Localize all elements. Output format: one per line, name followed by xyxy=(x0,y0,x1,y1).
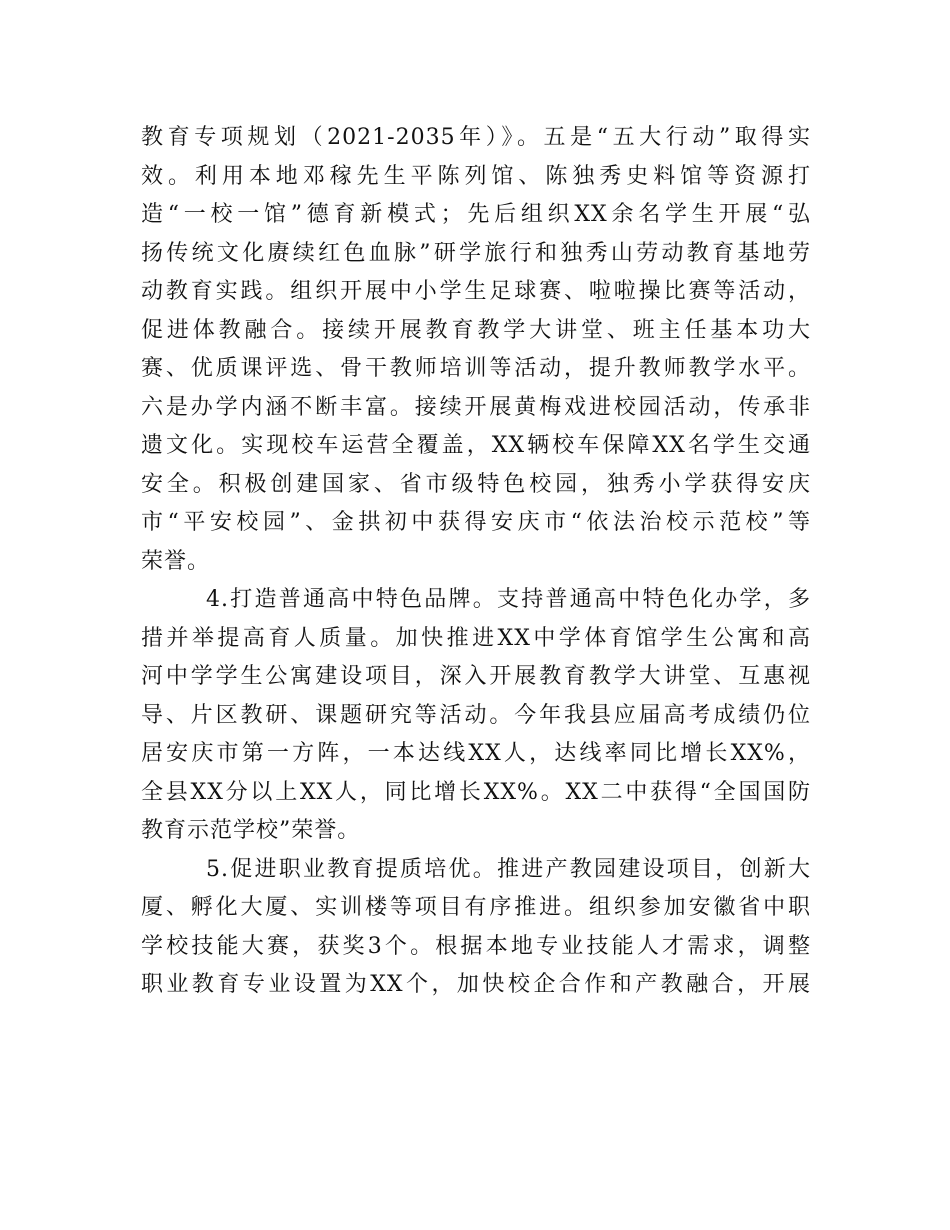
text-line: 促进体教融合。接续开展教育教学大讲堂、班主任基本功大 xyxy=(141,317,811,343)
text-line: 遗文化。实现校车运营全覆盖，XX辆校车保障XX名学生交通 xyxy=(141,433,811,458)
text-line: 厦、孵化大厦、实训楼等项目有序推进。组织参加安徽省中职 xyxy=(141,895,811,920)
text-line: 学校技能大赛，获奖3个。根据本地专业技能人才需求，调整 xyxy=(141,933,811,959)
text-line: 六是办学内涵不断丰富。接续开展黄梅戏进校园活动，传承非 xyxy=(141,394,811,420)
document-body xyxy=(141,119,811,1005)
text-line: 市“平安校园”、金拱初中获得安庆市“依法治校示范校”等 xyxy=(141,510,811,535)
text-line: 教育专项规划（2021-2035年）》。五是“五大行动”取得实 xyxy=(141,125,811,150)
section-heading-line: 4.打造普通高中特色品牌。支持普通高中特色化办学，多 xyxy=(206,587,811,612)
paragraph-end-line: 教育示范学校”荣誉。 xyxy=(141,818,361,843)
text-line: 措并举提高育人质量。加快推进XX中学体育馆学生公寓和高 xyxy=(141,625,811,651)
section-heading-line: 5.促进职业教育提质培优。推进产教园建设项目，创新大 xyxy=(206,856,811,882)
text-line: 动教育实践。组织开展中小学生足球赛、啦啦操比赛等活动， xyxy=(141,279,811,304)
paragraph-end-line: 荣誉。 xyxy=(141,548,211,574)
text-line: 河中学学生公寓建设项目，深入开展教育教学大讲堂、互惠视 xyxy=(141,664,811,689)
text-line: 居安庆市第一方阵，一本达线XX人，达线率同比增长XX%， xyxy=(141,741,811,766)
text-line: 造“一校一馆”德育新模式；先后组织XX余名学生开展“弘 xyxy=(141,202,811,227)
text-line: 扬传统文化赓续红色血脉”研学旅行和独秀山劳动教育基地劳 xyxy=(141,240,811,266)
text-line: 赛、优质课评选、骨干教师培训等活动，提升教师教学水平。 xyxy=(141,356,811,381)
text-line: 导、片区教研、课题研究等活动。今年我县应届高考成绩仍位 xyxy=(141,702,811,728)
text-line: 效。利用本地邓稼先生平陈列馆、陈独秀史料馆等资源打 xyxy=(141,163,811,189)
text-line: 全县XX分以上XX人，同比增长XX%。XX二中获得“全国国防 xyxy=(141,779,811,805)
text-line: 职业教育专业设置为XX个，加快校企合作和产教融合，开展 xyxy=(141,972,811,997)
text-line: 安全。积极创建国家、省市级特色校园，独秀小学获得安庆 xyxy=(141,471,811,497)
